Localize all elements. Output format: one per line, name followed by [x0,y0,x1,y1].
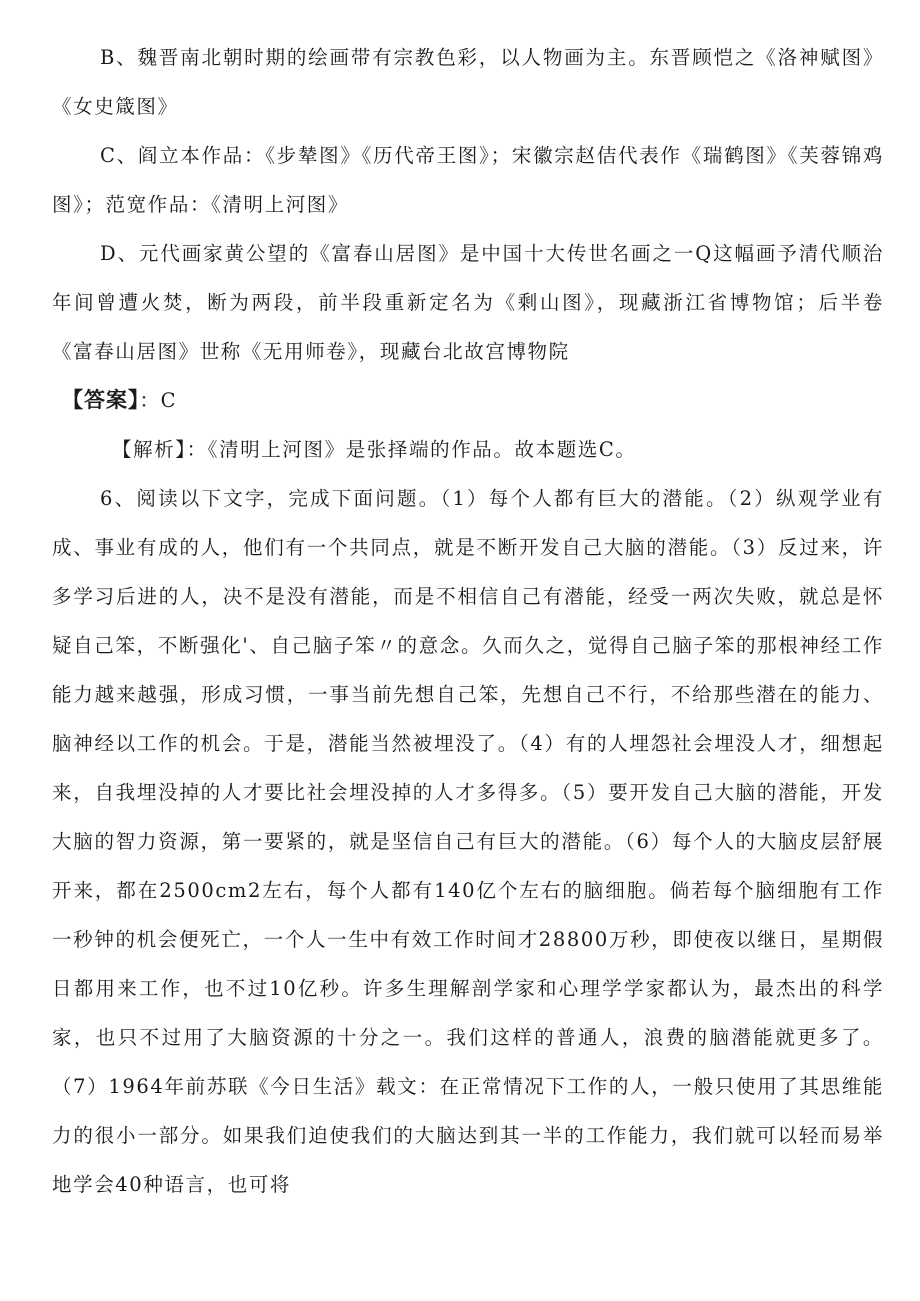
answer-value: ：C [139,389,178,412]
answer-line [52,376,884,425]
option-b: B、魏晋南北朝时期的绘画带有宗教色彩，以人物画为主。东晋顾恺之《洛神赋图》《女史箴图》 [52,46,884,118]
option-d: D、元代画家黄公望的《富春山居图》是中国十大传世名画之一Q这幅画予清代顺治年间曾遭火焚，断为两段，前半段重新定名为《剩山图》，现藏浙江省博物馆；后半卷《富春山居图》世称《无用师卷》，现藏台北故宫博物院 [52,242,884,363]
question-6: 6、阅读以下文字，完成下面问题。（1）每个人都有巨大的潜能。（2）纵观学业有成、事业有成的人，他们有一个共同点，就是不断开发自己大脑的潜能。（3）反过来，许多学习后进的人，决不是没有潜能，而是不相信自己有潜能，经受一两次失败，就总是怀疑自己笨，不断强化'、自己脑子笨〃的意念。久而久之，觉得自己脑子笨的那根神经工作能力越来越强，形成习惯，一事当前先想自己笨，先想自己不行，不给那些潜在的能力、脑神经以工作的机会。于是，潜能当然被埋没了。（4）有的人埋怨社会埋没人才，细想起来，自我埋没掉的人才要比社会埋没掉的人才多得多。（5）要开发自己大脑的潜能，开发大脑的智力资源，第一要紧的，就是坚信自己有巨大的潜能。（6）每个人的大脑皮层舒展开来，都在2500cm2左右，每个人都有140亿个左右的脑细胞。倘若每个脑细胞有工作一秒钟的机会便死亡，一个人一生中有效工作时间才28800万秒，即使夜以继日，星期假日都用来工作，也不过10亿秒。许多生理解剖学家和心理学学家都认为，最杰出的科学家，也只不过用了大脑资源的十分之一。我们这样的普通人，浪费的脑潜能就更多了。（7）1964年前苏联《今日生活》载文：在正常情况下工作的人，一般只使用了其思维能力的很小一部分。如果我们迫使我们的大脑达到其一半的工作能力，我们就可以轻而易举地学会40种语言，也可将 [52,487,884,1196]
answer-label: 【答案】 [62,388,140,412]
explanation: 【解析】：《清明上河图》是张择端的作品。故本题选C。 [112,438,637,461]
option-c: C、阎立本作品：《步辇图》《历代帝王图》；宋徽宗赵佶代表作《瑞鹤图》《芙蓉锦鸡图》；范宽作品：《清明上河图》 [52,144,884,216]
document-page [52,0,884,1209]
